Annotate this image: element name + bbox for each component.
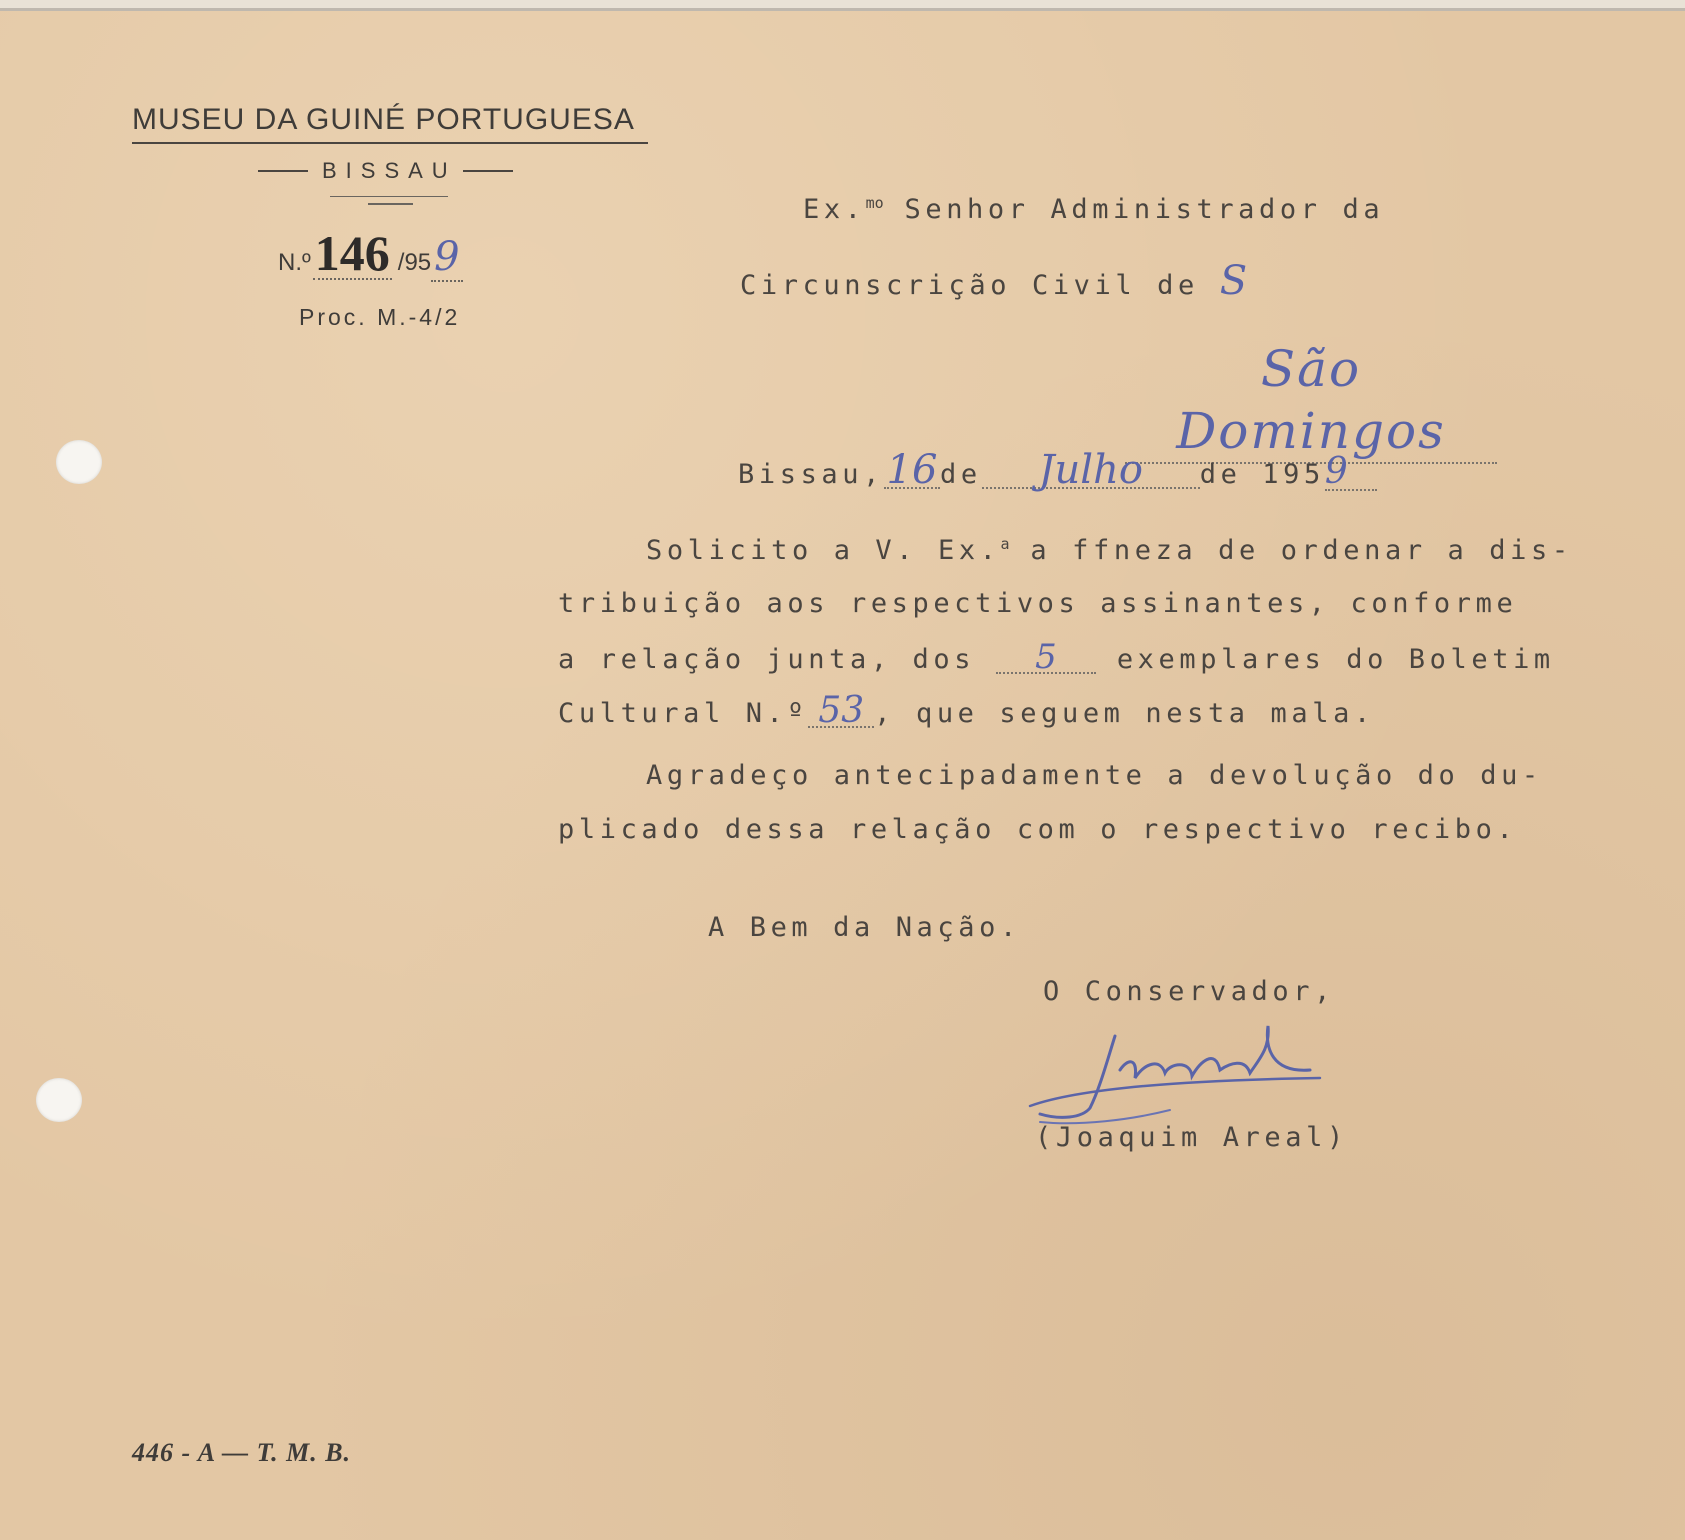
letterhead-city-row	[258, 158, 513, 184]
body-p1-l1-pre: Solicito a V. Ex.	[646, 535, 1001, 566]
reference-separator: /	[397, 249, 405, 276]
body-p1-line-4	[558, 690, 1375, 731]
signatory-name: (Joaquim Areal)	[1035, 1122, 1348, 1153]
date-month-handwritten: Julho	[982, 453, 1200, 489]
letterhead-rule	[132, 142, 648, 144]
addressee-place-handwritten: São Domingos	[1125, 338, 1497, 464]
body-copies-suffix: exemplares do Boletim	[1116, 644, 1555, 675]
letterhead-sub-rule	[330, 196, 448, 197]
addressee-handwritten-mark: S	[1219, 258, 1252, 304]
letterhead-dash-left	[258, 170, 308, 172]
body-p2-line-2: plicado dessa relação com o respectivo recibo.	[558, 814, 1518, 845]
reference-year-prefix: 95	[404, 249, 432, 276]
body-issue-suffix: , que seguem nesta mala.	[874, 698, 1375, 729]
punch-hole-top	[56, 440, 102, 484]
date-year-handwritten: 9	[1325, 455, 1377, 491]
date-city: Bissau,	[738, 459, 884, 490]
letterhead-dash-right	[463, 170, 513, 172]
closing-title: O Conservador,	[1043, 976, 1335, 1007]
body-issue-label: Cultural N.º	[558, 698, 809, 729]
process-reference: Proc. M.-4/2	[299, 304, 461, 330]
closing-salutation: A Bem da Nação.	[708, 912, 1021, 943]
addressee-line-2	[740, 258, 1252, 304]
reference-number-row	[278, 225, 463, 282]
addressee-honorific-sup: mo	[865, 194, 884, 212]
reference-prefix: N.º	[278, 249, 311, 276]
addressee-honorific: Ex.	[803, 194, 866, 225]
addressee-title: Senhor Administrador da	[883, 194, 1385, 225]
date-line	[738, 447, 1377, 493]
addressee-line-1	[803, 194, 1384, 225]
body-copies-handwritten: 5	[996, 642, 1096, 674]
form-code: 446 - A — T. M. B.	[132, 1438, 352, 1467]
date-day-handwritten: 16	[884, 453, 940, 489]
date-year-typed: de 195	[1199, 459, 1325, 490]
body-p1-l1-post: a ffneza de ordenar a dis-	[1009, 535, 1573, 566]
body-p1-line-1	[646, 535, 1573, 566]
reference-number: 146	[314, 225, 390, 281]
letterhead-institution: MUSEU DA GUINÉ PORTUGUESA	[132, 103, 635, 136]
body-issue-handwritten: 53	[808, 696, 874, 728]
body-copies-label: a relação junta, dos	[558, 644, 976, 675]
scan-edge	[0, 8, 1685, 11]
body-p1-line-3	[558, 637, 1555, 677]
addressee-office: Circunscrição Civil de	[740, 270, 1199, 301]
body-p1-l1-sup: a	[1000, 535, 1010, 553]
body-p1-line-2: tribuição aos respectivos assinantes, conforme	[558, 588, 1518, 619]
punch-hole-bottom	[36, 1078, 82, 1122]
handwritten-signature	[1020, 1018, 1350, 1138]
letter-page	[0, 8, 1685, 1540]
reference-year-handwritten: 9	[431, 234, 462, 282]
body-p2-line-1: Agradeço antecipadamente a devolução do du-	[646, 760, 1543, 791]
date-de-1: de	[940, 459, 982, 490]
letterhead-city: BISSAU	[322, 158, 457, 183]
letterhead-sub-rule-short	[368, 203, 413, 205]
